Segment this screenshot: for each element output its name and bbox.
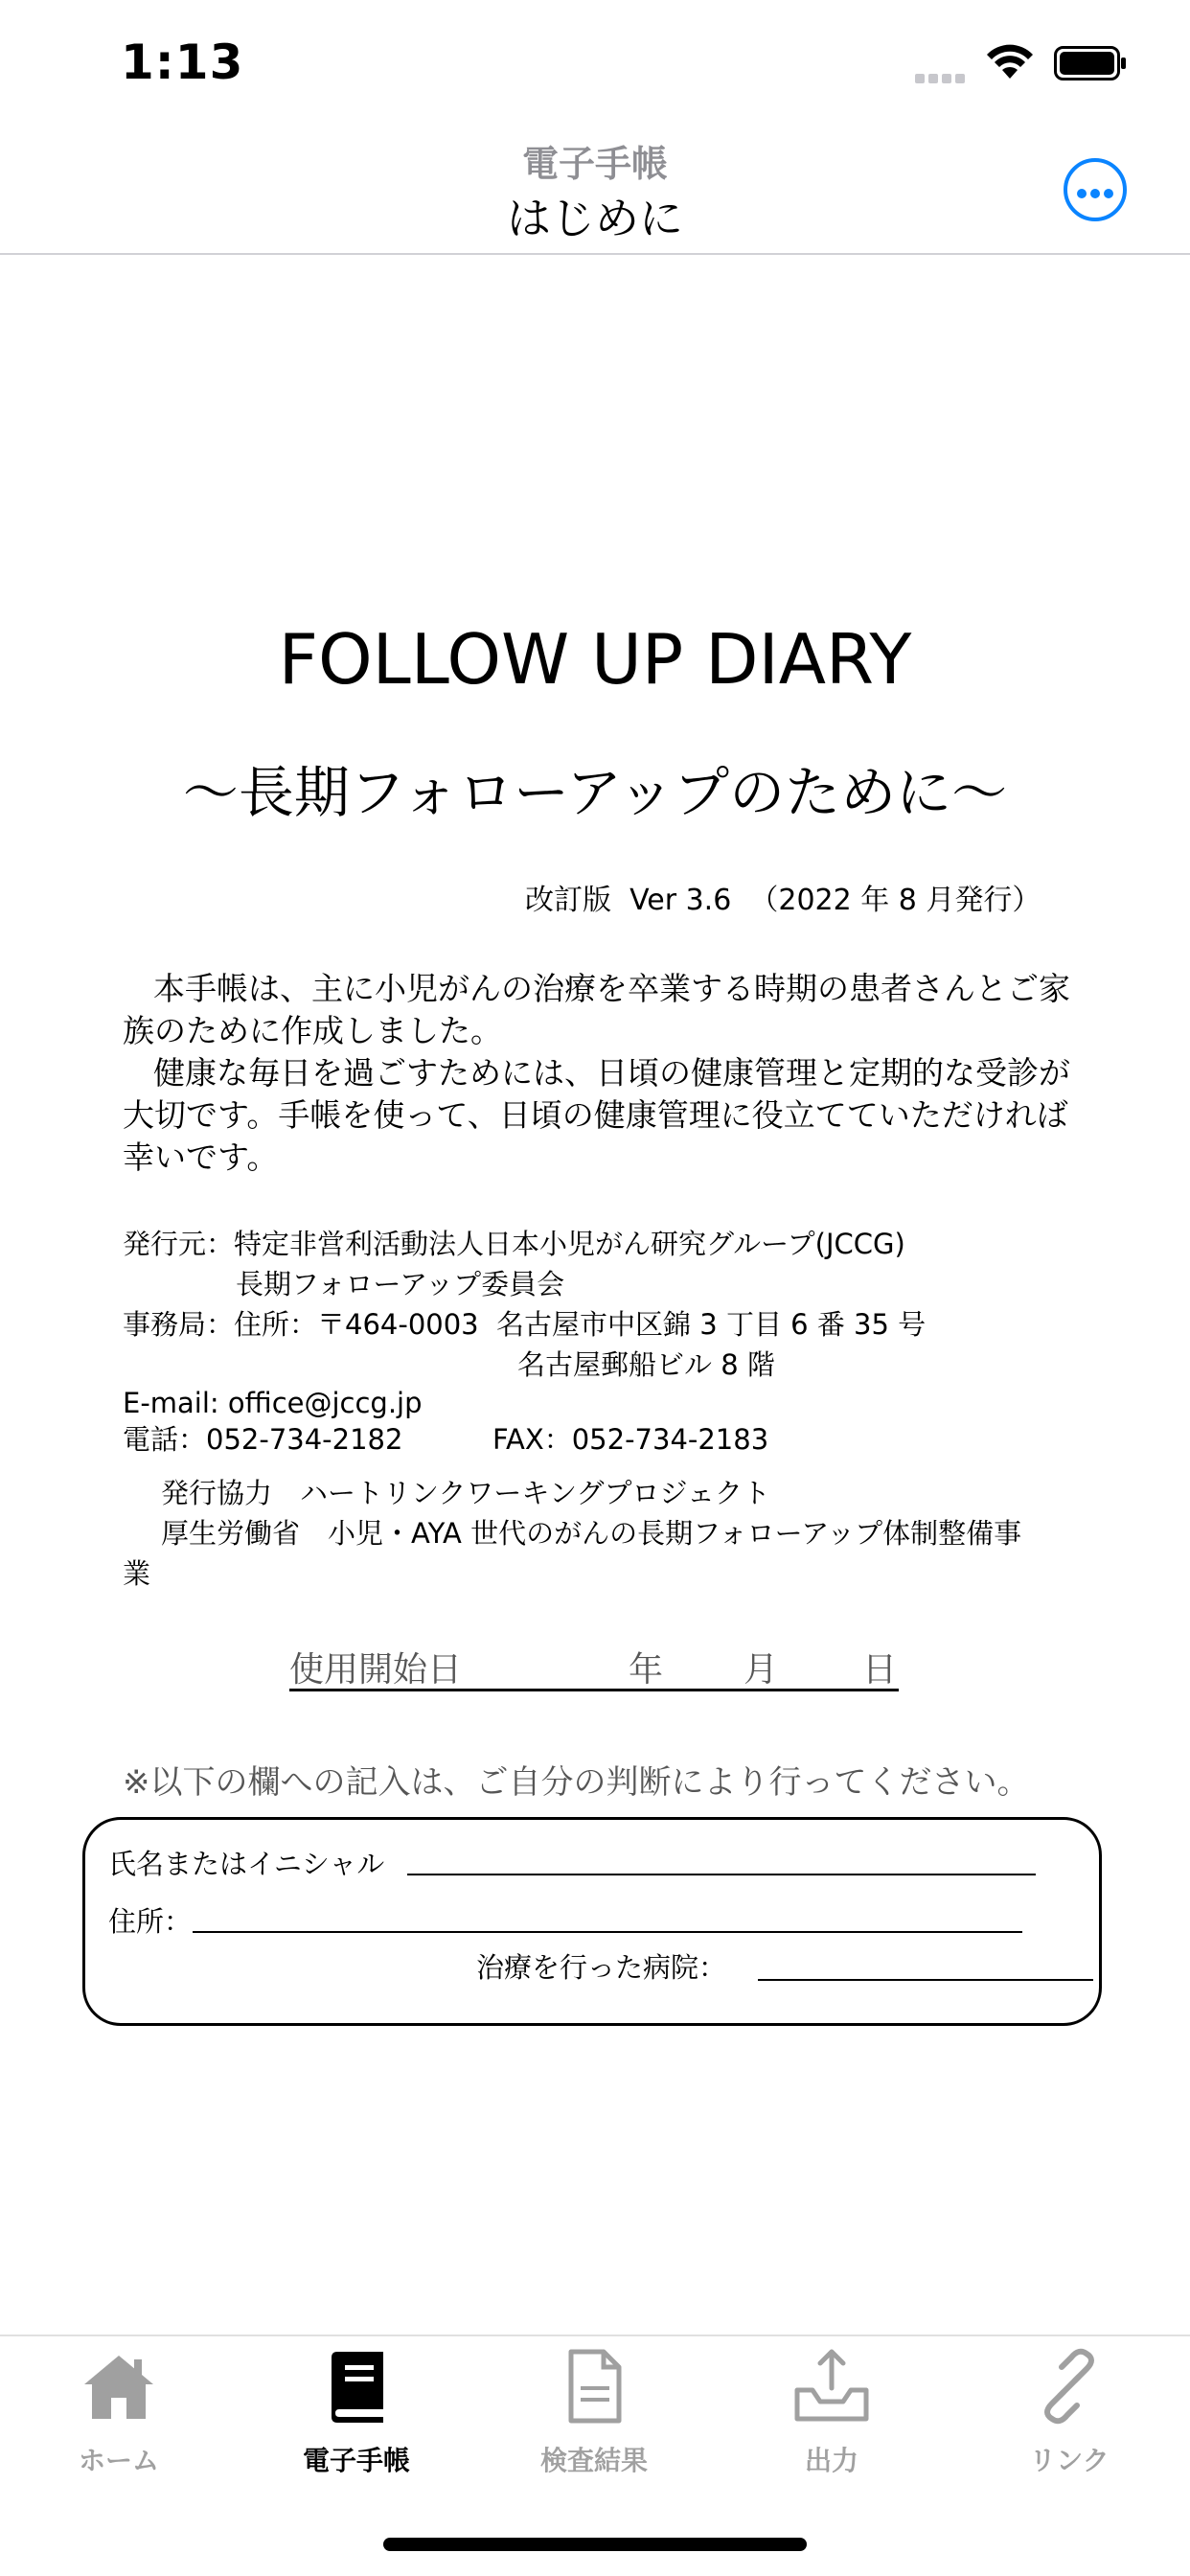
start-date-row (289, 1639, 899, 1691)
export-icon (793, 2348, 870, 2425)
personal-info-box (82, 1817, 1102, 2026)
cellular-signal-icon (915, 69, 971, 79)
home-icon (80, 2348, 157, 2425)
ellipsis-dot (1077, 189, 1087, 198)
link-icon (1031, 2348, 1108, 2425)
address-line (193, 1931, 1022, 1933)
office-address: 事務局：住所：〒464-0003 名古屋市中区錦 3 丁目 6 番 35 号 (123, 1308, 927, 1341)
tab-label: ホーム (78, 2445, 159, 2476)
tab-test-results[interactable] (475, 2348, 713, 2482)
tab-label: 検査結果 (539, 2445, 648, 2476)
document-title: FOLLOW UP DIARY (278, 619, 912, 700)
publisher-line: 発行元：特定非営利活動法人日本小児がん研究グループ(JCCG) (123, 1228, 905, 1260)
office-fax: FAX：052-734-2183 (492, 1423, 769, 1456)
document-icon (556, 2348, 632, 2425)
tab-label: 電子手帳 (302, 2445, 410, 2476)
address-label: 住所： (108, 1905, 193, 1938)
start-date-day: 日 (862, 1650, 898, 1690)
nav-title: はじめに (507, 193, 683, 244)
cooperation-line: 発行協力 ハートリンクワーキングプロジェクト (161, 1477, 770, 1509)
start-date-label: 使用開始日 (289, 1650, 463, 1690)
tab-links[interactable] (950, 2348, 1188, 2482)
wifi-icon (985, 42, 1035, 80)
ellipsis-dot (1104, 189, 1113, 198)
tab-diary[interactable] (238, 2348, 475, 2482)
ellipsis-dot (1090, 189, 1100, 198)
start-date-month: 月 (744, 1650, 779, 1690)
book-icon (318, 2348, 395, 2425)
publisher-committee: 長期フォローアップ委員会 (236, 1268, 565, 1300)
tab-export[interactable] (713, 2348, 950, 2482)
hospital-label: 治療を行った病院： (476, 1951, 727, 1984)
cooperation-ministry: 厚生労働省 小児・AYA 世代のがんの長期フォローアップ体制整備事 (161, 1517, 1022, 1550)
tab-label: リンク (1029, 2445, 1110, 2476)
hospital-line (758, 1979, 1093, 1981)
start-date-year: 年 (629, 1650, 664, 1690)
document-subtitle: ～長期フォローアップのために～ (182, 760, 1008, 825)
name-line (407, 1874, 1036, 1875)
more-options-button[interactable] (1064, 158, 1127, 221)
name-label: 氏名またはイニシャル (108, 1848, 385, 1880)
document-version: 改訂版 Ver 3.6 （2022 年 8 月発行） (525, 884, 1041, 917)
intro-text (123, 968, 1075, 1179)
office-email: E-mail: office@jccg.jp (123, 1387, 423, 1419)
nav-subtitle: 電子手帳 (521, 143, 668, 185)
tab-label: 出力 (804, 2445, 858, 2476)
intro-paragraph: 本手帳は、主に小児がんの治療を卒業する時期の患者さんとご家族のために作成しました。 (123, 970, 1070, 1049)
nav-divider (0, 253, 1190, 255)
office-phone: 電話：052-734-2182 (123, 1423, 403, 1456)
intro-paragraph: 健康な毎日を過ごすためには、日頃の健康管理と定期的な受診が大切です。手帳を使って、日頃の健康管理に役立てていただければ幸いです。 (123, 1054, 1070, 1176)
cooperation-ministry-end: 業 (123, 1557, 151, 1590)
tab-home[interactable] (0, 2348, 238, 2482)
notice-text: ※以下の欄への記入は、ご自分の判断により行ってください。 (123, 1763, 1030, 1802)
status-time: 1:13 (121, 34, 244, 90)
home-indicator (383, 2538, 807, 2551)
battery-icon (1054, 46, 1127, 80)
office-building: 名古屋郵船ビル 8 階 (517, 1348, 775, 1381)
tab-bar-divider (0, 2334, 1190, 2336)
